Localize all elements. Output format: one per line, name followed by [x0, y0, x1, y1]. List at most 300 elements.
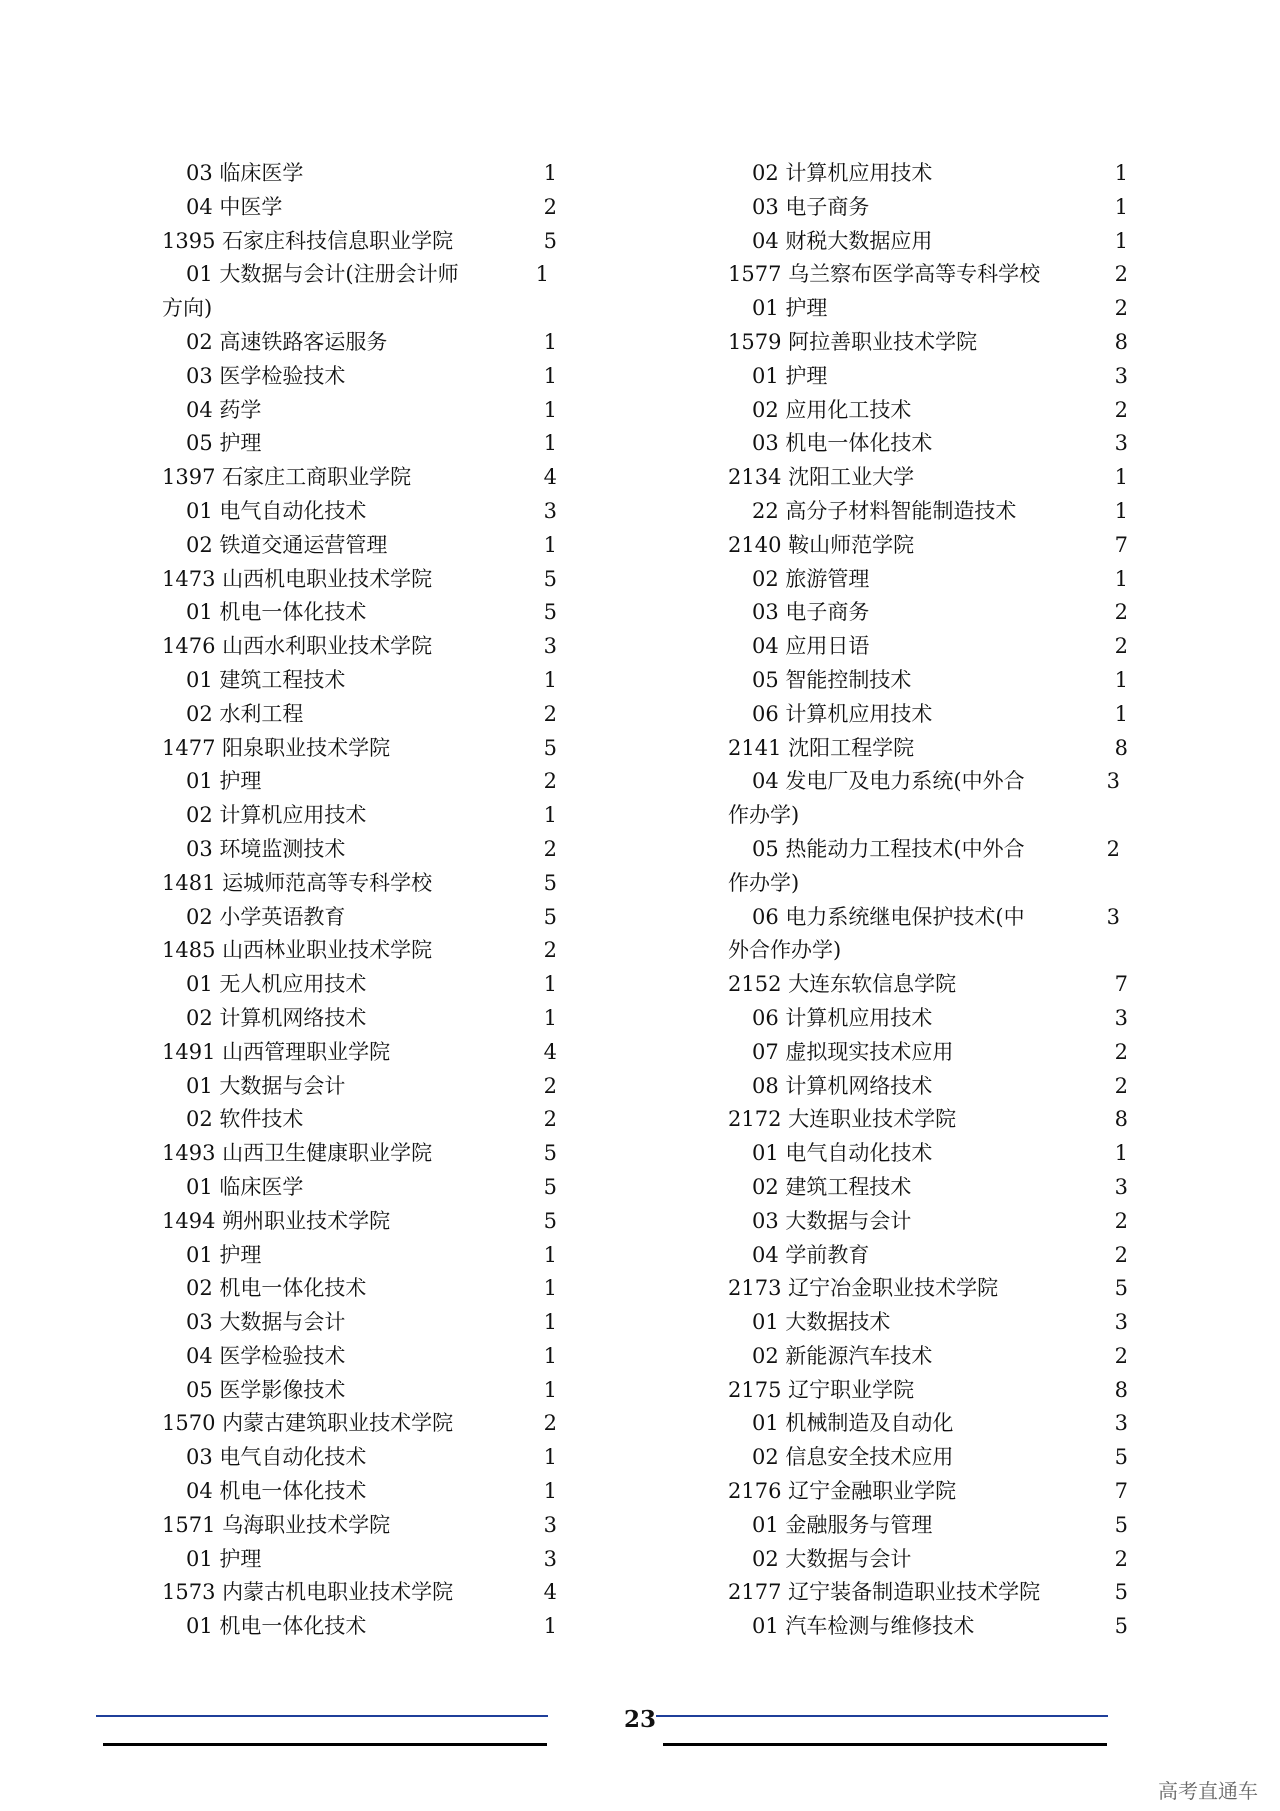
quota-count: 2 [543, 1073, 557, 1098]
entry-text: 01 大数据与会计(注册会计师 [186, 262, 459, 287]
major-row [162, 799, 557, 833]
major-name [162, 1070, 557, 1104]
entry-text: 01 金融服务与管理 [752, 1512, 933, 1537]
quota-count: 1 [543, 667, 557, 692]
quota-count: 1 [543, 972, 557, 997]
entry-text: 03 电子商务 [752, 600, 870, 625]
quota-count: 3 [543, 634, 557, 659]
quota-count: 1 [1114, 161, 1128, 185]
entry-text: 2175 辽宁职业学院 [728, 1377, 915, 1402]
major-row [728, 563, 1128, 597]
entry-text: 2134 沈阳工业大学 [728, 465, 915, 490]
major-row [162, 833, 557, 867]
school-row [162, 630, 557, 664]
major-row [728, 1171, 1128, 1205]
entry-text: 07 虚拟现实技术应用 [752, 1039, 954, 1064]
school-row [162, 1137, 557, 1171]
quota-count: 1 [543, 1310, 557, 1335]
entry-text: 2172 大连职业技术学院 [728, 1107, 957, 1132]
major-name [728, 1441, 1128, 1475]
school-name [162, 1137, 557, 1171]
major-row [728, 596, 1128, 630]
major-row [728, 394, 1128, 428]
major-row [728, 1036, 1128, 1070]
major-row [162, 901, 557, 935]
quota-count: 1 [535, 262, 549, 287]
quota-count: 3 [1114, 363, 1128, 388]
quota-count: 5 [1114, 1614, 1128, 1639]
quota-count: 5 [1114, 1512, 1128, 1537]
major-row [162, 326, 557, 360]
major-name [162, 529, 557, 563]
quota-count: 5 [543, 870, 557, 895]
entry-text: 02 机电一体化技术 [186, 1276, 367, 1301]
entry-text: 03 电子商务 [752, 194, 870, 219]
major-name [728, 1407, 1128, 1441]
entry-text: 02 信息安全技术应用 [752, 1445, 954, 1470]
school-name [728, 1272, 1128, 1306]
major-name [162, 394, 557, 428]
major-name [728, 833, 1128, 901]
quota-count: 4 [543, 1039, 557, 1064]
entry-text: 1395 石家庄科技信息职业学院 [162, 228, 454, 253]
entry-text: 05 热能动力工程技术(中外合 [752, 836, 1025, 861]
quota-count: 1 [543, 1479, 557, 1504]
major-name [728, 225, 1128, 259]
quota-count: 1 [543, 1343, 557, 1368]
school-name [728, 529, 1128, 563]
major-name [162, 1340, 557, 1374]
major-row [162, 1070, 557, 1104]
quota-count: 1 [1114, 194, 1128, 219]
page-number: 23 [623, 1706, 656, 1733]
major-row [162, 1340, 557, 1374]
entry-text: 03 大数据与会计 [186, 1310, 346, 1335]
major-name [728, 292, 1128, 326]
major-row [728, 1205, 1128, 1239]
school-row [162, 934, 557, 968]
quota-count: 5 [1114, 1276, 1128, 1301]
quota-count: 2 [543, 769, 557, 794]
major-name [162, 1306, 557, 1340]
quota-count: 5 [543, 1208, 557, 1233]
major-name [728, 1171, 1128, 1205]
entry-text: 05 智能控制技术 [752, 667, 912, 692]
entry-text: 03 大数据与会计 [752, 1208, 912, 1233]
right-column [728, 157, 1128, 1644]
school-row [162, 1576, 557, 1610]
entry-text: 02 建筑工程技术 [752, 1174, 912, 1199]
major-name [162, 191, 557, 225]
quota-count: 8 [1114, 329, 1128, 354]
quota-count: 2 [543, 1107, 557, 1132]
entry-text: 02 水利工程 [186, 701, 304, 726]
major-row [728, 427, 1128, 461]
entry-text: 01 电气自动化技术 [186, 498, 367, 523]
major-name [162, 799, 557, 833]
school-name [162, 934, 557, 968]
school-name [728, 1374, 1128, 1408]
entry-text: 1577 乌兰察布医学高等专科学校 [728, 262, 1041, 287]
major-name [162, 765, 557, 799]
major-name [728, 1002, 1128, 1036]
quota-count: 2 [543, 1411, 557, 1436]
major-name [728, 596, 1128, 630]
quota-count: 4 [543, 1580, 557, 1605]
major-name [162, 495, 557, 529]
quota-count: 2 [1114, 600, 1128, 625]
entry-text: 01 护理 [752, 363, 828, 388]
quota-count: 5 [1114, 1580, 1128, 1605]
quota-count: 3 [1114, 1174, 1128, 1199]
entry-text: 1397 石家庄工商职业学院 [162, 465, 412, 490]
major-name [728, 1137, 1128, 1171]
quota-count: 1 [543, 431, 557, 456]
major-row [162, 394, 557, 428]
entry-text: 01 机电一体化技术 [186, 1614, 367, 1639]
school-name [162, 1036, 557, 1070]
quota-count: 1 [543, 803, 557, 828]
entry-text: 02 新能源汽车技术 [752, 1343, 933, 1368]
school-row [728, 1576, 1128, 1610]
quota-count: 2 [1114, 1546, 1128, 1571]
entry-text: 02 高速铁路客运服务 [186, 329, 388, 354]
major-name [728, 698, 1128, 732]
major-row [728, 833, 1128, 901]
major-row [728, 1407, 1128, 1441]
quota-count: 1 [1114, 498, 1128, 523]
major-row [162, 1475, 557, 1509]
entry-text: 2173 辽宁冶金职业技术学院 [728, 1276, 999, 1301]
major-name [728, 901, 1128, 969]
quota-count: 5 [543, 228, 557, 253]
school-row [728, 1103, 1128, 1137]
major-name [162, 258, 557, 326]
quota-count: 1 [1114, 1141, 1128, 1166]
entry-text: 02 应用化工技术 [752, 397, 912, 422]
major-row [728, 292, 1128, 326]
entry-text: 01 机械制造及自动化 [752, 1411, 954, 1436]
entry-text: 03 医学检验技术 [186, 363, 346, 388]
major-row [728, 1340, 1128, 1374]
school-name [728, 258, 1128, 292]
quota-count: 2 [1114, 262, 1128, 287]
entry-text: 1493 山西卫生健康职业学院 [162, 1141, 433, 1166]
major-name [162, 1103, 557, 1137]
quota-count: 5 [543, 1141, 557, 1166]
school-name [162, 1205, 557, 1239]
major-row [728, 698, 1128, 732]
entry-text: 04 学前教育 [752, 1242, 870, 1267]
watermark-label: 高考直通车 [1158, 1779, 1258, 1803]
entry-text: 2140 鞍山师范学院 [728, 532, 915, 557]
major-row [162, 596, 557, 630]
school-row [162, 461, 557, 495]
quota-count: 3 [1106, 904, 1120, 929]
quota-count: 1 [1114, 566, 1128, 591]
quota-count: 1 [543, 1005, 557, 1030]
school-name [162, 1407, 557, 1441]
major-name [162, 833, 557, 867]
major-row [162, 1374, 557, 1408]
school-name [728, 326, 1128, 360]
quota-count: 1 [543, 363, 557, 388]
major-name [728, 495, 1128, 529]
school-name [162, 732, 557, 766]
major-name [728, 1610, 1128, 1644]
quota-count: 7 [1114, 532, 1128, 557]
school-name [162, 867, 557, 901]
entry-text: 1579 阿拉善职业技术学院 [728, 329, 978, 354]
entry-text: 01 大数据技术 [752, 1310, 891, 1335]
major-name [162, 698, 557, 732]
major-row [162, 191, 557, 225]
quota-count: 8 [1114, 1107, 1128, 1132]
major-row [162, 360, 557, 394]
entry-text: 1570 内蒙古建筑职业技术学院 [162, 1411, 454, 1436]
quota-count: 5 [1114, 1445, 1128, 1470]
entry-text: 1481 运城师范高等专科学校 [162, 870, 433, 895]
entry-text: 2152 大连东软信息学院 [728, 972, 957, 997]
entry-text: 06 计算机应用技术 [752, 701, 933, 726]
major-name [728, 1509, 1128, 1543]
major-name [728, 1070, 1128, 1104]
entry-text-continuation: 方向) [162, 296, 213, 321]
entry-text: 1573 内蒙古机电职业技术学院 [162, 1580, 454, 1605]
quota-count: 3 [1114, 1310, 1128, 1335]
major-name [728, 563, 1128, 597]
entry-text: 01 护理 [186, 1242, 262, 1267]
quota-count: 2 [543, 701, 557, 726]
major-row [728, 495, 1128, 529]
quota-count: 2 [1114, 634, 1128, 659]
entry-text: 03 环境监测技术 [186, 836, 346, 861]
school-row [728, 1272, 1128, 1306]
quota-count: 7 [1114, 972, 1128, 997]
major-row [728, 765, 1128, 833]
school-row [162, 1205, 557, 1239]
major-name [728, 765, 1128, 833]
major-row [162, 765, 557, 799]
major-name [728, 1036, 1128, 1070]
quota-count: 2 [1114, 397, 1128, 422]
major-name [162, 1171, 557, 1205]
major-name [162, 1239, 557, 1273]
quota-count: 5 [543, 600, 557, 625]
school-row [728, 529, 1128, 563]
school-name [162, 630, 557, 664]
major-name [162, 326, 557, 360]
quota-count: 3 [543, 498, 557, 523]
quota-count: 2 [543, 194, 557, 219]
school-name [728, 968, 1128, 1002]
school-row [162, 1036, 557, 1070]
entry-text: 02 软件技术 [186, 1107, 304, 1132]
major-name [162, 1272, 557, 1306]
major-row [728, 1070, 1128, 1104]
major-name [728, 1306, 1128, 1340]
entry-text: 04 医学检验技术 [186, 1343, 346, 1368]
quota-count: 2 [1114, 296, 1128, 321]
major-row [728, 1002, 1128, 1036]
entry-text: 01 大数据与会计 [186, 1073, 346, 1098]
major-name [162, 1441, 557, 1475]
major-name [728, 1239, 1128, 1273]
major-row [728, 225, 1128, 259]
entry-text: 02 计算机应用技术 [752, 161, 933, 185]
quota-count: 2 [543, 938, 557, 963]
entry-text-continuation: 作办学) [728, 870, 800, 895]
school-row [162, 1509, 557, 1543]
quota-count: 2 [543, 836, 557, 861]
quota-count: 1 [543, 1614, 557, 1639]
quota-count: 8 [1114, 1377, 1128, 1402]
entry-text: 02 大数据与会计 [752, 1546, 912, 1571]
major-row [728, 1239, 1128, 1273]
entry-text: 01 建筑工程技术 [186, 667, 346, 692]
school-name [728, 461, 1128, 495]
entry-text: 06 计算机应用技术 [752, 1005, 933, 1030]
quota-count: 1 [543, 329, 557, 354]
major-row [162, 1272, 557, 1306]
major-row [162, 1441, 557, 1475]
entry-text: 05 医学影像技术 [186, 1377, 346, 1402]
school-row [728, 461, 1128, 495]
major-name [162, 1374, 557, 1408]
entry-text: 08 计算机网络技术 [752, 1073, 933, 1098]
major-name [728, 360, 1128, 394]
major-row [162, 1543, 557, 1577]
major-name [162, 664, 557, 698]
major-name [728, 664, 1128, 698]
entry-text-continuation: 外合作办学) [728, 938, 842, 963]
major-row [728, 664, 1128, 698]
school-row [728, 326, 1128, 360]
major-name [728, 157, 1128, 191]
major-row [728, 1441, 1128, 1475]
quota-count: 1 [543, 161, 557, 185]
school-row [728, 968, 1128, 1002]
school-name [728, 732, 1128, 766]
school-row [162, 867, 557, 901]
school-row [162, 732, 557, 766]
entry-text: 1477 阳泉职业技术学院 [162, 735, 391, 760]
major-row [162, 1610, 557, 1644]
quota-count: 1 [1114, 228, 1128, 253]
quota-count: 5 [543, 1174, 557, 1199]
entry-text: 02 铁道交通运营管理 [186, 532, 388, 557]
major-name [162, 1543, 557, 1577]
quota-count: 7 [1114, 1479, 1128, 1504]
school-name [162, 1576, 557, 1610]
major-name [728, 394, 1128, 428]
major-name [728, 1340, 1128, 1374]
major-name [162, 360, 557, 394]
school-row [162, 563, 557, 597]
major-name [728, 630, 1128, 664]
quota-count: 2 [1114, 1343, 1128, 1368]
entry-text: 22 高分子材料智能制造技术 [752, 498, 1017, 523]
entry-text: 04 中医学 [186, 194, 283, 219]
major-name [728, 1543, 1128, 1577]
quota-count: 1 [543, 1276, 557, 1301]
quota-count: 3 [1114, 1005, 1128, 1030]
footer-rule-bottom-right [663, 1743, 1107, 1746]
major-row [728, 1543, 1128, 1577]
major-name [728, 191, 1128, 225]
quota-count: 5 [543, 735, 557, 760]
entry-text: 2176 辽宁金融职业学院 [728, 1479, 957, 1504]
major-row [162, 427, 557, 461]
entry-text: 04 财税大数据应用 [752, 228, 933, 253]
major-row [728, 360, 1128, 394]
quota-count: 1 [543, 1377, 557, 1402]
major-row [162, 495, 557, 529]
entry-text: 1571 乌海职业技术学院 [162, 1512, 391, 1537]
entry-text: 01 护理 [752, 296, 828, 321]
school-name [728, 1475, 1128, 1509]
major-row [728, 1137, 1128, 1171]
major-row [728, 901, 1128, 969]
entry-text: 1494 朔州职业技术学院 [162, 1208, 391, 1233]
major-row [728, 1509, 1128, 1543]
school-row [728, 732, 1128, 766]
major-name [162, 427, 557, 461]
major-name [162, 596, 557, 630]
quota-count: 3 [1114, 431, 1128, 456]
quota-count: 1 [543, 532, 557, 557]
entry-text: 04 发电厂及电力系统(中外合 [752, 769, 1025, 794]
entry-text: 1491 山西管理职业学院 [162, 1039, 391, 1064]
entry-text: 02 计算机应用技术 [186, 803, 367, 828]
major-name [728, 427, 1128, 461]
quota-count: 1 [543, 1242, 557, 1267]
school-name [728, 1103, 1128, 1137]
major-row [728, 1610, 1128, 1644]
quota-count: 2 [1114, 1039, 1128, 1064]
entry-text: 04 机电一体化技术 [186, 1479, 367, 1504]
major-row [162, 157, 557, 191]
major-row [162, 698, 557, 732]
entry-text: 05 护理 [186, 431, 262, 456]
quota-count: 3 [543, 1512, 557, 1537]
quota-count: 1 [543, 1445, 557, 1470]
major-row [728, 630, 1128, 664]
major-row [162, 1002, 557, 1036]
entry-text: 03 临床医学 [186, 161, 304, 185]
school-name [162, 461, 557, 495]
quota-count: 1 [1114, 465, 1128, 490]
entry-text: 06 电力系统继电保护技术(中 [752, 904, 1025, 929]
major-row [162, 529, 557, 563]
entry-text: 04 药学 [186, 397, 262, 422]
quota-count: 2 [1114, 1073, 1128, 1098]
quota-count: 1 [543, 397, 557, 422]
major-name [728, 1205, 1128, 1239]
school-row [728, 1475, 1128, 1509]
entry-text: 1473 山西机电职业技术学院 [162, 566, 433, 591]
school-name [162, 563, 557, 597]
quota-count: 3 [1106, 769, 1120, 794]
entry-text: 1485 山西林业职业技术学院 [162, 938, 433, 963]
major-name [162, 1610, 557, 1644]
major-row [728, 1306, 1128, 1340]
quota-count: 1 [1114, 701, 1128, 726]
entry-text: 01 无人机应用技术 [186, 972, 367, 997]
entry-text: 2177 辽宁装备制造职业技术学院 [728, 1580, 1041, 1605]
quota-count: 1 [1114, 667, 1128, 692]
school-name [162, 1509, 557, 1543]
